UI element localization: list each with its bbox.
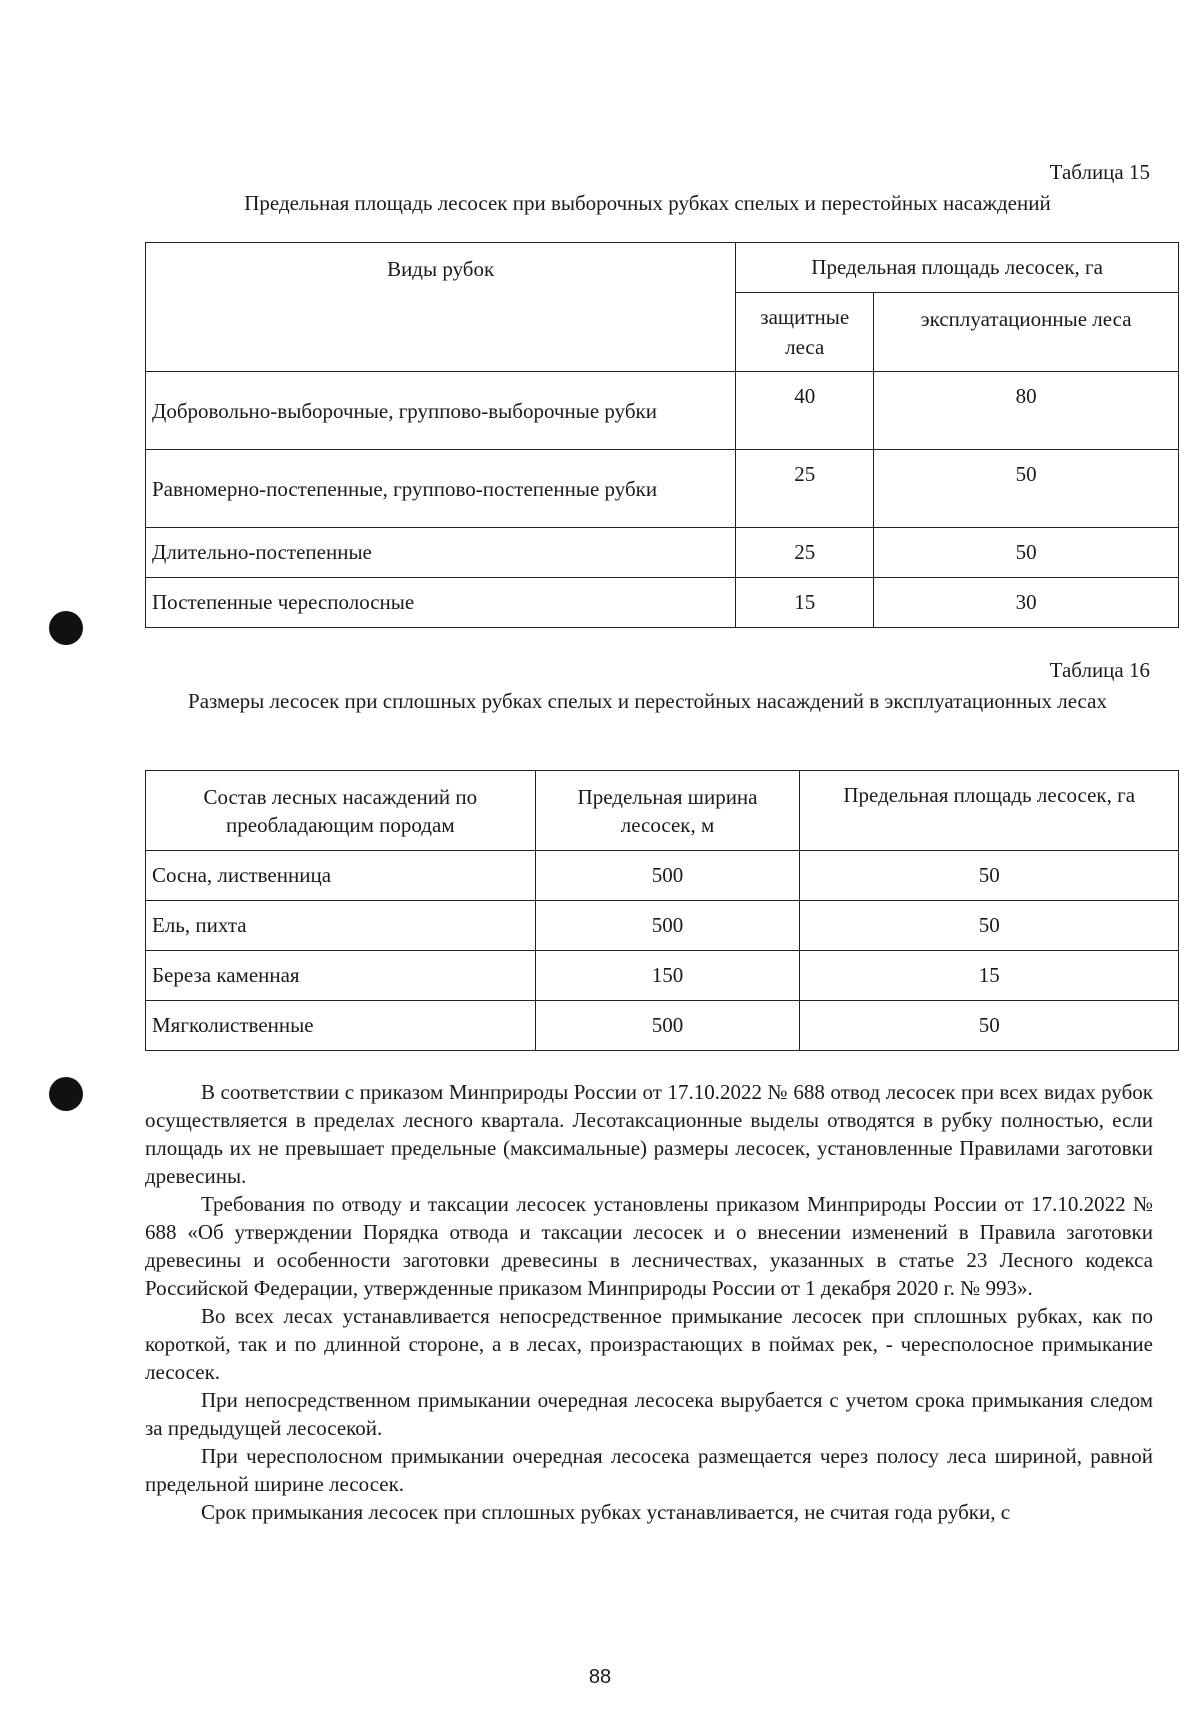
table16-row4-composition: Мягколиственные bbox=[146, 1001, 536, 1051]
table16-title: Размеры лесосек при сплошных рубках спелых и перестойных насаждений в эксплуатационных лесах bbox=[188, 689, 1107, 713]
table16 bbox=[145, 770, 1179, 1051]
table15-row3-kind: Длительно-постепенные bbox=[146, 528, 736, 578]
table15-label: Таблица 15 bbox=[1049, 160, 1150, 184]
table15-header-kind bbox=[146, 243, 736, 372]
table-row bbox=[146, 450, 1179, 528]
table15-row1-kind: Добровольно-выборочные, группово-выборочные рубки bbox=[146, 372, 736, 450]
table16-row3-area: 15 bbox=[800, 951, 1179, 1001]
table15-header-area: Предельная площадь лесосек, га bbox=[736, 243, 1179, 293]
table-row bbox=[146, 578, 1179, 628]
table16-header-composition: Состав лесных насаждений по преобладающим породам bbox=[146, 771, 536, 851]
table16-row1-width: 500 bbox=[535, 851, 800, 901]
paragraph-5: При чересполосном примыкании очередная лесосека размещается через полосу леса шириной, равной предельной ширине лесосек. bbox=[145, 1444, 1153, 1496]
table16-row3-width: 150 bbox=[535, 951, 800, 1001]
table15-title: Предельная площадь лесосек при выборочных рубках спелых и перестойных насаждений bbox=[244, 191, 1051, 215]
table16-row3-composition: Береза каменная bbox=[146, 951, 536, 1001]
table15-row4-protective: 15 bbox=[736, 578, 874, 628]
binder-hole-top bbox=[49, 611, 83, 645]
table16-label: Таблица 16 bbox=[1049, 658, 1150, 682]
table16-row2-width: 500 bbox=[535, 901, 800, 951]
table16-row1-composition: Сосна, лиственница bbox=[146, 851, 536, 901]
paragraph-3: Во всех лесах устанавливается непосредственное примыкание лесосек при сплошных рубках, как по короткой, так и по длинной стороне, а в лесах, произрастающих в поймах рек, - чересполосное примыкание лесосек. bbox=[145, 1304, 1153, 1384]
table16-row1-area: 50 bbox=[800, 851, 1179, 901]
table15-row4-kind: Постепенные чересполосные bbox=[146, 578, 736, 628]
binder-hole-bottom bbox=[49, 1077, 83, 1111]
table15-header-protective: защитные леса bbox=[736, 293, 874, 372]
table16-header-width: Предельная ширина лесосек, м bbox=[535, 771, 800, 851]
table15-header-exploitation: эксплуатационные леса bbox=[874, 293, 1179, 372]
table-row bbox=[146, 901, 1179, 951]
table15-row2-exploitation: 50 bbox=[874, 450, 1179, 528]
table15-row1-exploitation: 80 bbox=[874, 372, 1179, 450]
table-row bbox=[146, 1001, 1179, 1051]
table-row bbox=[146, 528, 1179, 578]
paragraph-4: При непосредственном примыкании очередная лесосека вырубается с учетом срока примыкания следом за предыдущей лесосекой. bbox=[145, 1388, 1153, 1440]
table16-header-area: Предельная площадь лесосек, га bbox=[800, 771, 1179, 851]
body-text bbox=[145, 1078, 1153, 1526]
table15-row4-exploitation: 30 bbox=[874, 578, 1179, 628]
table15-row3-protective: 25 bbox=[736, 528, 874, 578]
table-row bbox=[146, 372, 1179, 450]
table15-header-kind-text: Виды рубок bbox=[387, 257, 495, 281]
paragraph-6: Срок примыкания лесосек при сплошных рубках устанавливается, не считая года рубки, с bbox=[201, 1500, 1011, 1524]
paragraph-2: Требования по отводу и таксации лесосек установлены приказом Минприроды России от 17.10.2022 № 688 «Об утверждении Порядка отвода и таксации лесосек и о внесении изменений в Правила заготовки древесины и особенности заготовки древесины в лесничествах, указанных в статье 23 Лесного кодекса Российской Федерации, утвержденные приказом Минприроды России от 1 декабря 2020 г. № 993». bbox=[145, 1192, 1153, 1300]
paragraph-1: В соответствии с приказом Минприроды России от 17.10.2022 № 688 отвод лесосек при всех видах рубок осуществляется в пределах лесного квартала. Лесотаксационные выделы отводятся в рубку полностью, если площадь их не превышает предельные (максимальные) размеры лесосек, установленные Правилами заготовки древесины. bbox=[145, 1080, 1153, 1188]
table15-row2-protective: 25 bbox=[736, 450, 874, 528]
table15 bbox=[145, 242, 1179, 628]
table16-row4-area: 50 bbox=[800, 1001, 1179, 1051]
table15-row3-exploitation: 50 bbox=[874, 528, 1179, 578]
table15-row2-kind: Равномерно-постепенные, группово-постепенные рубки bbox=[146, 450, 736, 528]
table-row bbox=[146, 851, 1179, 901]
table-row bbox=[146, 951, 1179, 1001]
table16-row2-area: 50 bbox=[800, 901, 1179, 951]
table16-row4-width: 500 bbox=[535, 1001, 800, 1051]
table16-row2-composition: Ель, пихта bbox=[146, 901, 536, 951]
table15-row1-protective: 40 bbox=[736, 372, 874, 450]
page-number: 88 bbox=[588, 1666, 612, 1688]
